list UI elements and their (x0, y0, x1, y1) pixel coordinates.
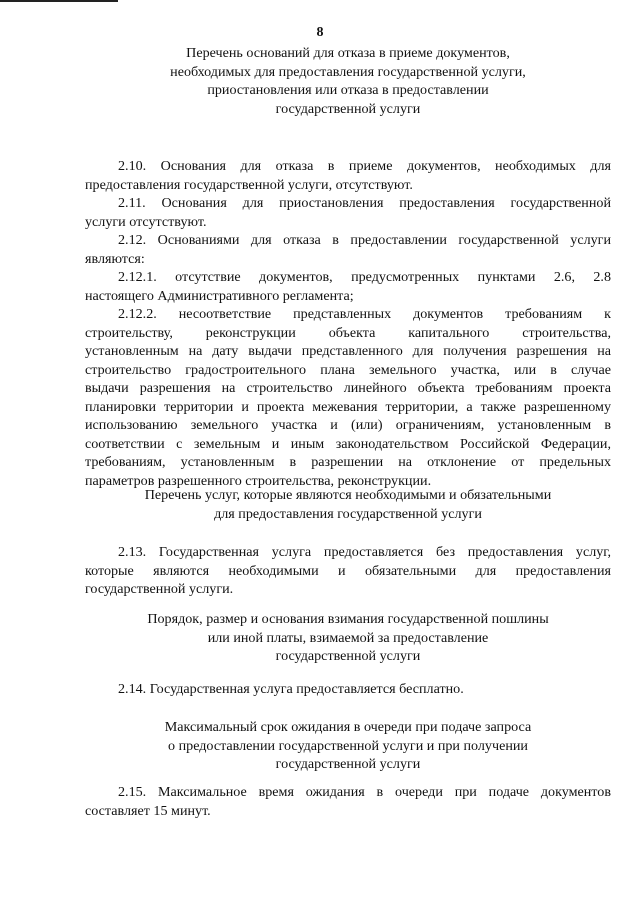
paragraph-line: 2.13. Государственная услуга предоставляется без предоставления услуг, (118, 544, 611, 560)
section-heading-waiting-time (85, 718, 611, 774)
paragraph-line: 2.12.2. несоответствие представленных документов требованиям к (118, 306, 611, 322)
paragraph-2-10 (85, 157, 611, 194)
paragraph-line: планировки территории и проекта межевания территории, а также разрешенному (85, 398, 611, 415)
paragraph-2-12-1 (85, 268, 611, 305)
paragraph-2-14 (85, 680, 611, 699)
heading-line: Перечень оснований для отказа в приеме документов, (186, 45, 510, 61)
paragraph-line: 2.15. Максимальное время ожидания в очереди при подаче документов (118, 784, 611, 800)
heading-line: Порядок, размер и основания взимания государственной пошлины (147, 611, 549, 627)
heading-line: Максимальный срок ожидания в очереди при подаче запроса (164, 719, 532, 735)
paragraph-line: предоставления государственной услуги, отсутствуют. (85, 176, 413, 193)
section-heading-fees (85, 610, 611, 666)
paragraph-line: строительству, реконструкции объекта капитального строительства, (85, 324, 611, 341)
paragraph-2-15 (85, 783, 611, 820)
paragraph-2-12-2 (85, 305, 611, 490)
heading-line: государственной услуги (275, 648, 421, 664)
paragraph-line: установленным на дату выдачи представленного для получения разрешения на (85, 343, 611, 359)
paragraph-line: 2.14. Государственная услуга предоставляется бесплатно. (118, 681, 464, 697)
paragraph-line: требованиям, установленным в разрешении на отклонение от предельных (85, 454, 611, 470)
heading-line: государственной услуги (275, 100, 421, 117)
paragraph-line: государственной услуги. (85, 581, 234, 597)
heading-line: приостановления или отказа в предоставлении (207, 82, 489, 98)
section-heading-required-services (85, 486, 611, 523)
top-rule (0, 0, 118, 2)
paragraph-line: строительство градостроительного плана земельного участка, или в случае (85, 361, 611, 378)
heading-line: для предоставления государственной услуги (214, 505, 482, 522)
paragraph-2-13 (85, 543, 611, 599)
paragraph-2-12 (85, 231, 611, 268)
paragraph-line: использованию земельного участка и (или) ограничениям, установленным в (85, 417, 611, 433)
paragraph-line: которые являются необходимыми и обязательными для предоставления (85, 562, 611, 579)
paragraph-line: услуги отсутствуют. (85, 213, 207, 230)
heading-line: или иной платы, взимаемой за предоставление (207, 629, 489, 646)
paragraph-line: 2.12. Основаниями для отказа в предоставлении государственной услуги (118, 232, 611, 248)
paragraph-line: 2.12.1. отсутствие документов, предусмотренных пунктами 2.6, 2.8 (118, 269, 611, 285)
heading-line: о предоставлении государственной услуги и при получении (168, 737, 528, 754)
paragraph-line: являются: (85, 250, 145, 267)
heading-line: государственной услуги (275, 756, 421, 772)
paragraph-line: 2.11. Основания для приостановления предоставления государственной (118, 195, 611, 211)
paragraph-2-11 (85, 194, 611, 231)
paragraph-line: настоящего Административного регламента; (85, 287, 354, 304)
heading-line: Перечень услуг, которые являются необходимыми и обязательными (144, 487, 552, 503)
heading-line: необходимых для предоставления государственной услуги, (170, 63, 526, 80)
paragraph-line: выдачи разрешения на строительство линейного объекта требованиям проекта (85, 380, 611, 396)
paragraph-line: составляет 15 минут. (85, 802, 211, 819)
page-number: 8 (316, 25, 324, 40)
paragraph-line: соответствии с земельным и иным законодательством Российской Федерации, (85, 435, 611, 452)
section-heading-refusal-grounds (85, 44, 611, 118)
paragraph-line: 2.10. Основания для отказа в приеме документов, необходимых для (118, 158, 611, 174)
paragraph-line: параметров разрешенного строительства, реконструкции. (85, 472, 432, 489)
